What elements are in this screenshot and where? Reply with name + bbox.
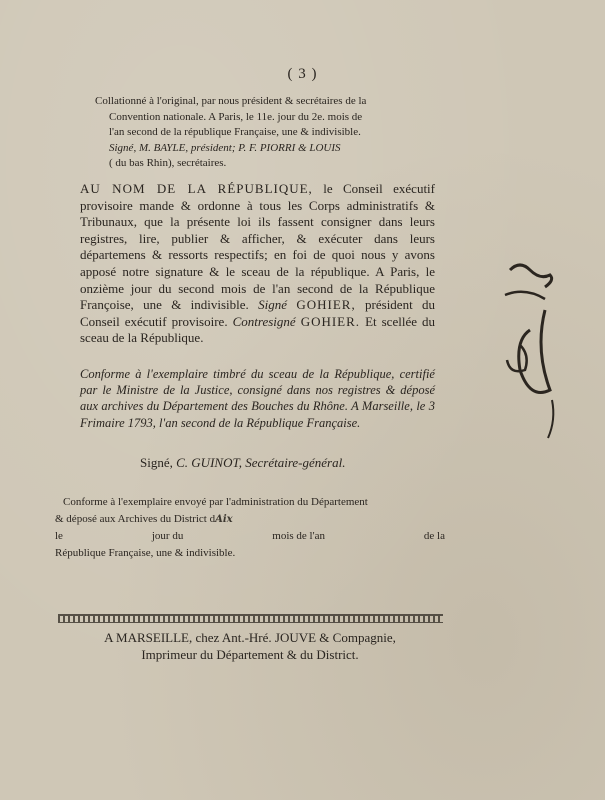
imprint-line-1: A MARSEILLE, chez Ant.-Hré. JOUVE & Compagnie,	[104, 630, 396, 645]
signature-line	[140, 455, 440, 471]
decorative-rule	[58, 614, 443, 623]
district-line-2	[55, 513, 233, 525]
handwritten-signature-icon	[490, 250, 575, 450]
decree-body: le Conseil exécutif provisoire mande & ordonne à tous les Corps administratifs & Tribunaux, que la présente loi ils fassent consigner dans leurs registres, lire, publier & afficher, & exécuter dans leurs départemens & ressorts respectifs; en foi de quoi nous y avons apposé notre signature & le sceau de la république. A Paris, le onzième jour du second mois de l'an second de la République Françoise, une & indivisible.	[80, 181, 435, 313]
district-le: le	[55, 530, 63, 542]
district-de-la: de la	[423, 530, 445, 542]
decree-sealed: Et scellée du sceau de la République.	[80, 313, 436, 346]
decree-countersigned-label: Contresigné	[232, 313, 296, 329]
collation-paragraph	[95, 94, 440, 172]
decree-signed-label: Signé	[258, 297, 288, 313]
conformity-paragraph: Conforme à l'exemplaire timbré du sceau de la République, certifié par le Ministre de la Justice, consigné dans nos registres & déposé aux archives du Département des Bouches du Rhône. A Marseille, le 3 Frimaire 1793, l'an second de la République Française.	[80, 367, 435, 430]
handwritten-district: Aix	[215, 514, 233, 525]
district-line-4: République Française, une & indivisible.	[55, 547, 236, 559]
district-line-2-text: & déposé aux Archives du District d	[55, 513, 216, 525]
collation-line-1: Collationné à l'original, par nous président & secrétaires de la	[95, 95, 367, 107]
district-mois: mois de l'an	[272, 530, 325, 542]
decree-opening: AU NOM DE LA RÉPUBLIQUE,	[80, 181, 313, 196]
collation-line-2: Convention nationale. A Paris, le 11e. jour du 2e. mois de	[109, 110, 363, 123]
signature-title: Secrétaire-général.	[245, 455, 346, 470]
district-form	[55, 494, 445, 562]
collation-line-3: l'an second de la république Française, une & indivisible.	[109, 126, 361, 138]
decree-countersigned-name: GOHIER.	[300, 313, 361, 329]
imprint-line-2: Imprimeur du Département & du District.	[141, 647, 359, 662]
printer-imprint	[50, 629, 450, 663]
signature-prefix: Signé,	[140, 455, 173, 470]
signature-name: C. GUINOT,	[176, 455, 242, 470]
decree-signed-role: président du Conseil exécutif provisoire.	[80, 297, 436, 329]
decree-paragraph	[80, 181, 435, 347]
collation-line-4: Signé, M. BAYLE, président; P. F. PIORRI & LOUIS	[109, 141, 341, 154]
district-jour-du: jour du	[151, 530, 184, 542]
decree-signed-name: GOHIER,	[296, 297, 356, 313]
page-number: ( 3 )	[287, 66, 318, 82]
collation-line-5: ( du bas Rhin), secrétaires.	[109, 157, 227, 169]
district-line-1: Conforme à l'exemplaire envoyé par l'administration du Département	[63, 496, 368, 508]
district-date-row	[55, 528, 445, 545]
